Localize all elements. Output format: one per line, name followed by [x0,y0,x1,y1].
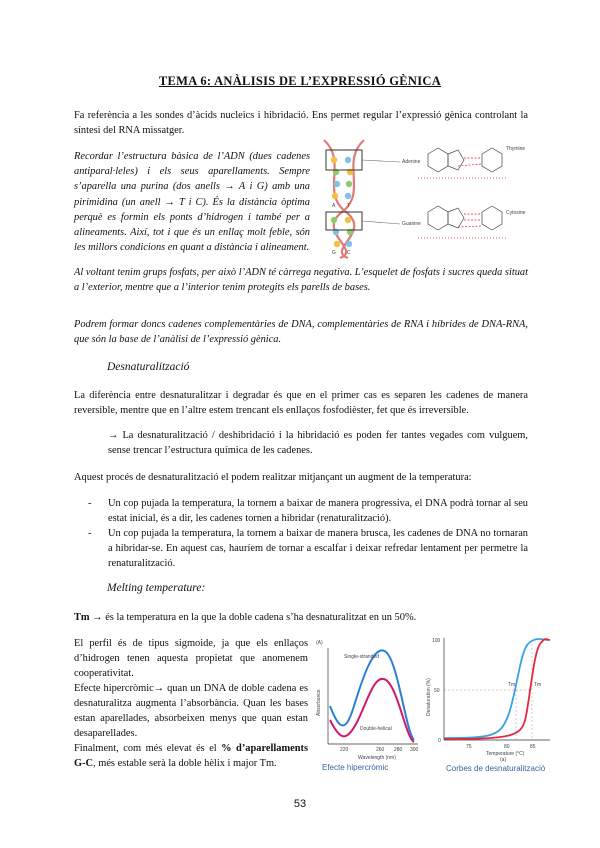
melt-panel-label: (a) [500,757,507,762]
list-item [88,526,528,571]
tm-label: Tm [74,612,90,623]
dna-structure-paragraph: Recordar l’estructura bàsica de l’ADN (dues cadenes antiparal·leles) i els seus aparellaments. Sempre s’aparella una purina (dos anells → A i G) amb una pirimidina (un anell → T i C). És la distància òptima perquè es formin els ponts d’hidrogen i també per a alineaments. Així, tot i que és un enllaç molt feble, són les millors condicions en quant a distància i alineament. [74,151,310,254]
temperature-paragraph: Aquest procés de desnaturalització el podem realitzar mitjançant un augment de la temperatura: [74,472,472,483]
melt-tm-label-red: Tm [534,682,542,688]
complementary-paragraph: Podrem formar doncs cadenes complementàries de DNA, complementàries de RNA i híbrides de DNA-RNA, que són la base de l’anàlisi de l’expressió gènica. [74,319,528,345]
thymine-label: Thymine [506,146,526,152]
hyper-x-label: Wavelength (nm) [358,755,396,761]
melting-curve-chart [424,632,554,762]
single-stranded-label: Single-stranded [344,654,380,660]
adenine-label: Adenine [402,159,421,165]
melt-x-label: Temperature (°C) [486,751,525,757]
bullet-text-slow: Un cop pujada la temperatura, la tornem a baixar de manera progressiva, el DNA podrà tornar al seu estat inicial, és a dir, les cadenes tornen a hibridar (renaturalització). [108,498,528,524]
gc-pair-structure [418,206,508,238]
intro-paragraph: Fa referència a les sondes d’àcids nucleics i hibridació. Ens permet regular l’expressió gènica controlant la síntesi del RNA missatger. [74,110,528,136]
pair-letter-c: C [347,250,351,256]
melt-ytick-100: 100 [432,638,441,644]
list-item [88,496,528,526]
melting-caption: Corbes de desnaturalització [446,764,546,773]
hyper-tick-220: 220 [340,747,349,753]
sigmoid-paragraph: El perfil és de tipus sigmoide, ja que els enllaços d’hidrogen tenen aquesta propietat que anomenem cooperativitat. [74,638,308,679]
section-heading-denaturation: Desnaturalització [107,361,190,373]
cytosine-label: Cytosine [506,210,526,216]
tm-definition [74,610,528,625]
melt-xtick-75: 75 [466,744,472,750]
hyper-panel-label: (A) [316,640,323,646]
page-number: 53 [293,798,307,810]
gc-text-a: Finalment, com més elevat és el [74,743,222,754]
bullet-dash: - [88,528,92,539]
hyper-tick-300: 300 [410,747,419,753]
melt-curve-red [444,639,550,739]
melt-tm-label-blue: Tm [508,682,516,688]
melt-y-label: Denaturation (%) [426,678,432,716]
double-helical-label: Double-helical [360,726,392,732]
gc-text-c: , més estable serà la doble hèlix i major Tm. [93,758,277,769]
hyperchromic-caption: Efecte hipercròmic [322,763,389,772]
melt-ytick-50: 50 [434,688,440,694]
hyper-tick-280: 280 [394,747,403,753]
double-helical-curve [330,679,414,742]
hyperchromic-chart [314,636,424,762]
gc-stability-paragraph [74,741,308,771]
melt-ytick-0: 0 [438,738,441,744]
denaturation-paragraph: La diferència entre desnaturalitzar i degradar és que en el primer cas es separen les cadenes de manera reversible, mentre que en l’altre estem trencant els enllaços fosfodièster, fet que és irreversible. [74,390,528,416]
denaturation-arrow-note: → La desnaturalització / deshibridació i la hibridació es poden fer tantes vegades com vulguem, sense trencar l’estructura química de les cadenes. [108,430,528,456]
pair-letter-g: G [332,250,336,256]
tm-text: → és la temperatura en la que la doble cadena s’ha desnaturalitzat en un 50%. [92,612,417,623]
section-heading-melting: Melting temperature: [107,582,206,594]
melt-xtick-80: 80 [504,744,510,750]
hyperchromic-paragraph: Efecte hipercròmic→ quan un DNA de doble cadena es desnaturalitza augmenta l’absorbància. Quan les bases estan aparellades, absorbeixen menys que quan estan desaparellades. [74,683,308,739]
gc-text-b: % d’aparellaments G-C [74,743,309,769]
melt-curve-blue [444,639,548,738]
at-pair-structure [418,148,508,178]
bullet-dash: - [88,498,92,509]
pair-letter-a: A [332,203,336,209]
renaturation-list [88,496,528,571]
melt-xtick-85: 85 [530,744,536,750]
phosphate-paragraph: Al voltant tenim grups fosfats, per això l’ADN té càrrega negativa. L’esquelet de fosfats i sucres queda situat a l’exterior, mentre que a l’interior tenim protegits els parells de bases. [74,267,528,293]
bullet-text-fast: Un cop pujada la temperatura, la tornem a baixar de manera brusca, les cadenes de DNA no tornaran a hibridar-se. En aquest cas, hauríem de tornar a escalfar i deixar refredar lentament per permetre la renaturalització. [108,528,528,569]
page-title: TEMA 6: ANÀLISIS DE L’EXPRESSIÓ GÈNICA [158,74,442,88]
guanine-label: Guanine [402,221,421,227]
dna-base-pairing-figure [318,132,530,262]
hyper-tick-260: 260 [376,747,385,753]
hyper-y-label: Absorbance [316,689,322,716]
pair-letter-t: T [347,203,351,209]
